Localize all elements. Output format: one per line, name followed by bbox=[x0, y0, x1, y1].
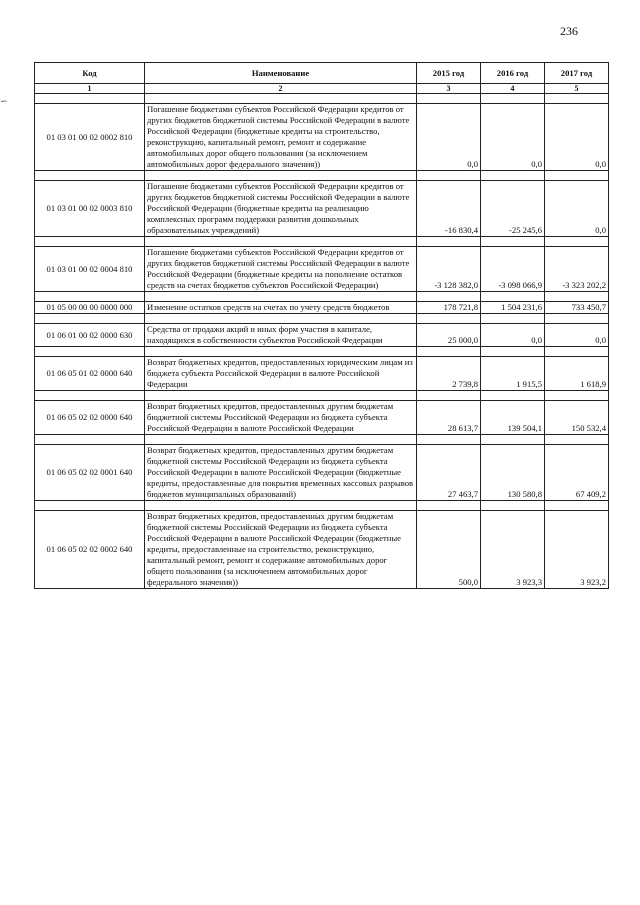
table-row bbox=[35, 324, 609, 347]
table-row bbox=[35, 181, 609, 237]
row-code: 01 06 05 02 02 0000 640 bbox=[35, 401, 145, 435]
row-value-2016: 1 504 231,6 bbox=[481, 302, 545, 314]
row-name: Возврат бюджетных кредитов, предоставленных другим бюджетам бюджетной системы Российской Федерации из бюджета субъекта Российской Федерации в валюте Российской Федерации bbox=[145, 401, 417, 435]
row-name: Возврат бюджетных кредитов, предоставленных другим бюджетам бюджетной системы Российской Федерации из бюджета субъекта Российской Федерации в валюте Российской Федерации (бюджетные кредиты, предоставленные для покрытия временных кассовых разрывов бюджетов муниципальных образований) bbox=[145, 445, 417, 501]
row-value-2017: 3 923,2 bbox=[545, 511, 609, 589]
header-name: Наименование bbox=[145, 63, 417, 84]
scan-mark: ∽ bbox=[0, 96, 8, 106]
spacer-row bbox=[35, 501, 609, 511]
row-name: Погашение бюджетами субъектов Российской Федерации кредитов от других бюджетов бюджетной системы Российской Федерации в валюте Российской Федерации (бюджетные кредиты на реализацию комплексных программ поддержки развития дошкольных образовательных учреждений) bbox=[145, 181, 417, 237]
row-value-2015: -3 128 382,0 bbox=[417, 247, 481, 292]
row-name: Изменение остатков средств на счетах по учету средств бюджетов bbox=[145, 302, 417, 314]
row-value-2017: -3 323 202,2 bbox=[545, 247, 609, 292]
header-code: Код bbox=[35, 63, 145, 84]
row-code: 01 06 05 01 02 0000 640 bbox=[35, 357, 145, 391]
row-value-2016: 0,0 bbox=[481, 104, 545, 171]
column-number: 5 bbox=[545, 84, 609, 94]
row-value-2017: 0,0 bbox=[545, 181, 609, 237]
row-value-2016: 3 923,3 bbox=[481, 511, 545, 589]
row-value-2015: 27 463,7 bbox=[417, 445, 481, 501]
spacer-row bbox=[35, 391, 609, 401]
table-row bbox=[35, 302, 609, 314]
row-code: 01 03 01 00 02 0003 810 bbox=[35, 181, 145, 237]
budget-table bbox=[34, 62, 609, 589]
spacer-row bbox=[35, 94, 609, 104]
row-name: Погашение бюджетами субъектов Российской Федерации кредитов от других бюджетов бюджетной системы Российской Федерации в валюте Российской Федерации (бюджетные кредиты на строительство, реконструкцию, капитальный ремонт, ремонт и содержание автомобильных дорог общего пользования (за исключением автомобильных дорог федерального значения)) bbox=[145, 104, 417, 171]
row-value-2016: 130 580,8 bbox=[481, 445, 545, 501]
row-name: Средства от продажи акций и иных форм участия в капитале, находящихся в собственности субъектов Российской Федерации bbox=[145, 324, 417, 347]
column-number-row bbox=[35, 84, 609, 94]
table-row bbox=[35, 511, 609, 589]
header-2015: 2015 год bbox=[417, 63, 481, 84]
row-value-2017: 733 450,7 bbox=[545, 302, 609, 314]
table-row bbox=[35, 247, 609, 292]
row-code: 01 06 05 02 02 0002 640 bbox=[35, 511, 145, 589]
row-value-2017: 0,0 bbox=[545, 104, 609, 171]
row-value-2015: 28 613,7 bbox=[417, 401, 481, 435]
table-row bbox=[35, 401, 609, 435]
row-name: Возврат бюджетных кредитов, предоставленных юридическим лицам из бюджета субъекта Российской Федерации в валюте Российской Федерации bbox=[145, 357, 417, 391]
row-value-2016: -3 098 066,9 bbox=[481, 247, 545, 292]
table-row bbox=[35, 104, 609, 171]
header-2017: 2017 год bbox=[545, 63, 609, 84]
row-value-2016: 139 504,1 bbox=[481, 401, 545, 435]
row-value-2016: -25 245,6 bbox=[481, 181, 545, 237]
page-number: 236 bbox=[560, 24, 578, 38]
column-number: 3 bbox=[417, 84, 481, 94]
row-code: 01 06 05 02 02 0001 640 bbox=[35, 445, 145, 501]
row-name: Погашение бюджетами субъектов Российской Федерации кредитов от других бюджетов бюджетной системы Российской Федерации в валюте Российской Федерации (бюджетные кредиты на пополнение остатков средств на счетах бюджетов субъектов Российской Федерации) bbox=[145, 247, 417, 292]
table-row bbox=[35, 445, 609, 501]
header-row bbox=[35, 63, 609, 84]
row-value-2015: 500,0 bbox=[417, 511, 481, 589]
row-value-2017: 1 618,9 bbox=[545, 357, 609, 391]
spacer-row bbox=[35, 237, 609, 247]
table-row bbox=[35, 357, 609, 391]
row-value-2015: 178 721,8 bbox=[417, 302, 481, 314]
row-value-2015: 0,0 bbox=[417, 104, 481, 171]
row-value-2017: 67 409,2 bbox=[545, 445, 609, 501]
row-code: 01 05 00 00 00 0000 000 bbox=[35, 302, 145, 314]
column-number: 1 bbox=[35, 84, 145, 94]
column-number: 4 bbox=[481, 84, 545, 94]
spacer-row bbox=[35, 314, 609, 324]
spacer-row bbox=[35, 171, 609, 181]
row-value-2015: 2 739,8 bbox=[417, 357, 481, 391]
row-value-2015: -16 830,4 bbox=[417, 181, 481, 237]
row-value-2015: 25 000,0 bbox=[417, 324, 481, 347]
row-name: Возврат бюджетных кредитов, предоставленных другим бюджетам бюджетной системы Российской Федерации из бюджета субъекта Российской Федерации в валюте Российской Федерации (бюджетные кредиты, предоставленные на строительство, реконструкцию, капитальный ремонт, ремонт и содержание автомобильных дорог общего пользования (за исключением автомобильных дорог федерального значения)) bbox=[145, 511, 417, 589]
spacer-row bbox=[35, 435, 609, 445]
spacer-row bbox=[35, 347, 609, 357]
row-value-2017: 0,0 bbox=[545, 324, 609, 347]
row-value-2016: 0,0 bbox=[481, 324, 545, 347]
row-code: 01 06 01 00 02 0000 630 bbox=[35, 324, 145, 347]
column-number: 2 bbox=[145, 84, 417, 94]
spacer-row bbox=[35, 292, 609, 302]
row-value-2017: 150 532,4 bbox=[545, 401, 609, 435]
header-2016: 2016 год bbox=[481, 63, 545, 84]
row-code: 01 03 01 00 02 0002 810 bbox=[35, 104, 145, 171]
row-value-2016: 1 915,5 bbox=[481, 357, 545, 391]
row-code: 01 03 01 00 02 0004 810 bbox=[35, 247, 145, 292]
